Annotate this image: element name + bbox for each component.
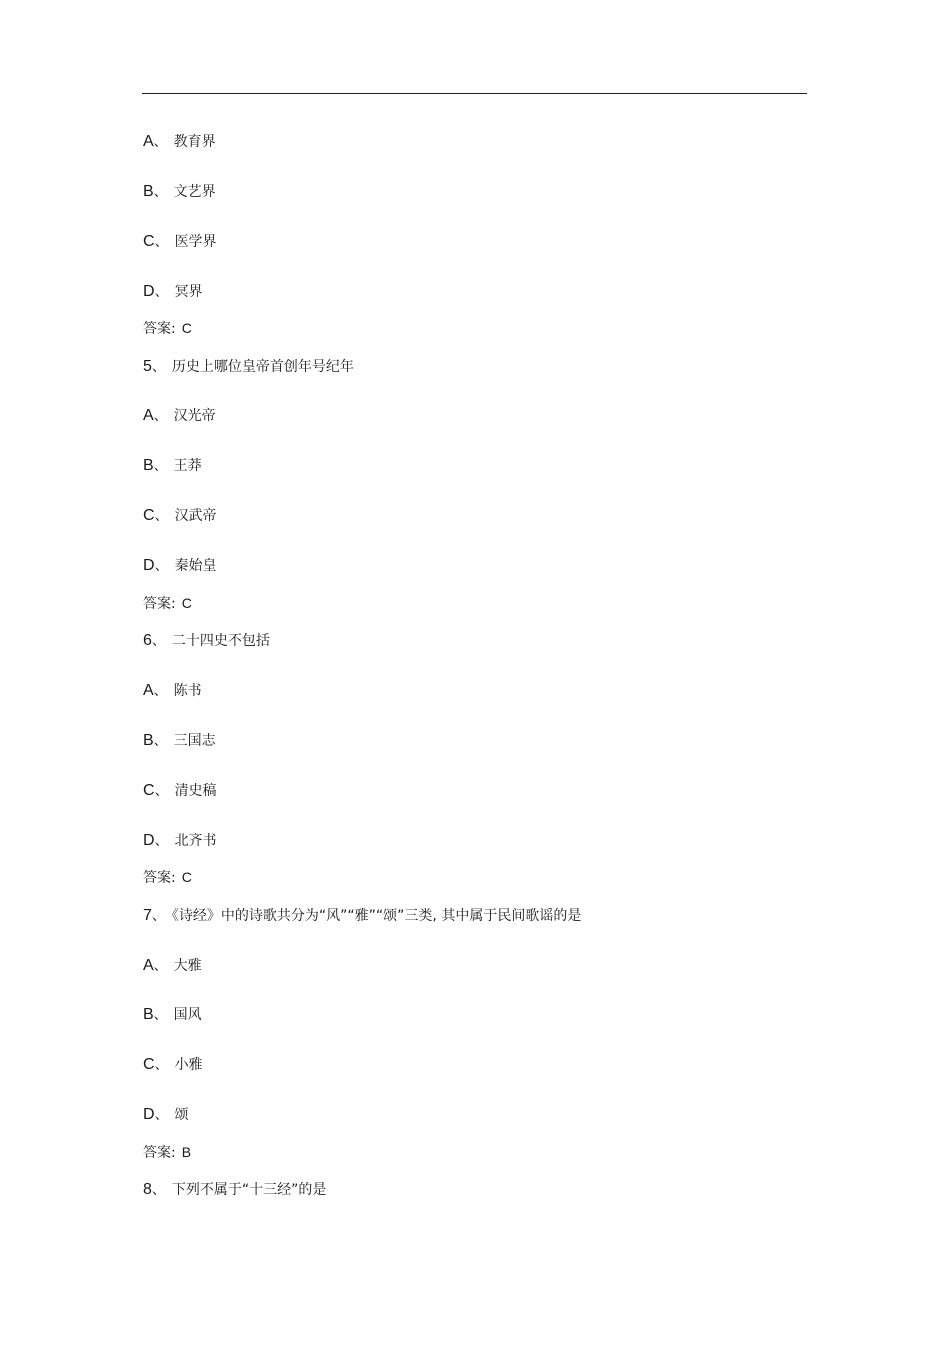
question-text: 下列不属于“十三经”的是 bbox=[171, 1182, 327, 1198]
q5-option-b bbox=[143, 456, 202, 476]
option-letter: C bbox=[143, 782, 155, 799]
separator: 、 bbox=[154, 1057, 169, 1073]
option-text: 汉光帝 bbox=[173, 408, 216, 424]
option-text: 北齐书 bbox=[174, 833, 217, 849]
q7-stem bbox=[143, 906, 581, 926]
question-text: 历史上哪位皇帝首创年号纪年 bbox=[171, 359, 354, 375]
option-text: 王莽 bbox=[173, 458, 202, 474]
separator: 、 bbox=[151, 1182, 166, 1198]
option-text: 大雅 bbox=[173, 958, 202, 974]
option-letter: B bbox=[143, 732, 154, 749]
option-text: 颂 bbox=[174, 1107, 189, 1123]
option-letter: D bbox=[143, 557, 155, 574]
q5-option-a bbox=[143, 406, 216, 426]
q7-answer bbox=[143, 1142, 191, 1162]
separator: 、 bbox=[151, 908, 166, 924]
option-text: 清史稿 bbox=[174, 783, 217, 799]
separator: 、 bbox=[154, 833, 169, 849]
q6-answer bbox=[143, 867, 192, 887]
separator: 、 bbox=[154, 234, 169, 250]
q4-option-c bbox=[143, 232, 217, 252]
option-letter: A bbox=[143, 407, 154, 424]
question-number: 8 bbox=[143, 1181, 152, 1198]
option-letter: C bbox=[143, 1056, 155, 1073]
answer-label: 答案: bbox=[143, 870, 176, 886]
question-number: 6 bbox=[143, 632, 152, 649]
option-letter: A bbox=[143, 133, 154, 150]
q6-option-b bbox=[143, 731, 216, 751]
q7-option-a bbox=[143, 956, 202, 976]
separator: 、 bbox=[154, 1107, 169, 1123]
option-text: 汉武帝 bbox=[174, 508, 217, 524]
option-text: 医学界 bbox=[174, 234, 217, 250]
header-rule bbox=[142, 93, 807, 94]
option-text: 秦始皇 bbox=[174, 558, 217, 574]
separator: 、 bbox=[153, 683, 168, 699]
option-letter: B bbox=[143, 183, 154, 200]
separator: 、 bbox=[151, 633, 166, 649]
option-text: 三国志 bbox=[173, 733, 216, 749]
q6-option-c bbox=[143, 781, 217, 801]
option-text: 小雅 bbox=[174, 1057, 203, 1073]
separator: 、 bbox=[153, 733, 168, 749]
separator: 、 bbox=[153, 958, 168, 974]
option-letter: C bbox=[143, 233, 155, 250]
separator: 、 bbox=[151, 359, 166, 375]
option-letter: A bbox=[143, 957, 154, 974]
question-text: 《诗经》中的诗歌共分为“风”“雅”“颂”三类, 其中属于民间歌谣的是 bbox=[171, 908, 582, 924]
q6-option-a bbox=[143, 681, 202, 701]
q4-answer bbox=[143, 318, 192, 338]
separator: 、 bbox=[154, 508, 169, 524]
separator: 、 bbox=[153, 1007, 168, 1023]
option-letter: D bbox=[143, 283, 155, 300]
q7-option-d bbox=[143, 1105, 189, 1125]
option-letter: C bbox=[143, 507, 155, 524]
q7-option-b bbox=[143, 1005, 202, 1025]
separator: 、 bbox=[154, 783, 169, 799]
separator: 、 bbox=[153, 134, 168, 150]
option-letter: B bbox=[143, 1006, 154, 1023]
q6-stem bbox=[143, 631, 270, 651]
separator: 、 bbox=[153, 408, 168, 424]
separator: 、 bbox=[153, 458, 168, 474]
q5-stem bbox=[143, 357, 354, 377]
answer-label: 答案: bbox=[143, 596, 176, 612]
answer-label: 答案: bbox=[143, 1145, 176, 1161]
answer-value: C bbox=[181, 869, 192, 885]
answer-value: C bbox=[181, 595, 192, 611]
option-text: 国风 bbox=[173, 1007, 202, 1023]
option-text: 教育界 bbox=[173, 134, 216, 150]
separator: 、 bbox=[153, 184, 168, 200]
q5-answer bbox=[143, 593, 192, 613]
q5-option-d bbox=[143, 556, 217, 576]
q8-stem bbox=[143, 1180, 326, 1200]
q6-option-d bbox=[143, 831, 217, 851]
option-text: 文艺界 bbox=[173, 184, 216, 200]
option-letter: A bbox=[143, 682, 154, 699]
separator: 、 bbox=[154, 558, 169, 574]
answer-value: C bbox=[181, 320, 192, 336]
option-letter: D bbox=[143, 832, 155, 849]
q4-option-a bbox=[143, 132, 216, 152]
option-letter: D bbox=[143, 1106, 155, 1123]
question-number: 5 bbox=[143, 358, 152, 375]
option-letter: B bbox=[143, 457, 154, 474]
q4-option-d bbox=[143, 282, 203, 302]
option-text: 陈书 bbox=[173, 683, 202, 699]
separator: 、 bbox=[154, 284, 169, 300]
option-text: 冥界 bbox=[174, 284, 203, 300]
q4-option-b bbox=[143, 182, 216, 202]
question-text: 二十四史不包括 bbox=[171, 633, 270, 649]
q7-option-c bbox=[143, 1055, 203, 1075]
question-number: 7 bbox=[143, 907, 152, 924]
answer-value: B bbox=[181, 1144, 192, 1160]
answer-label: 答案: bbox=[143, 321, 176, 337]
q5-option-c bbox=[143, 506, 217, 526]
